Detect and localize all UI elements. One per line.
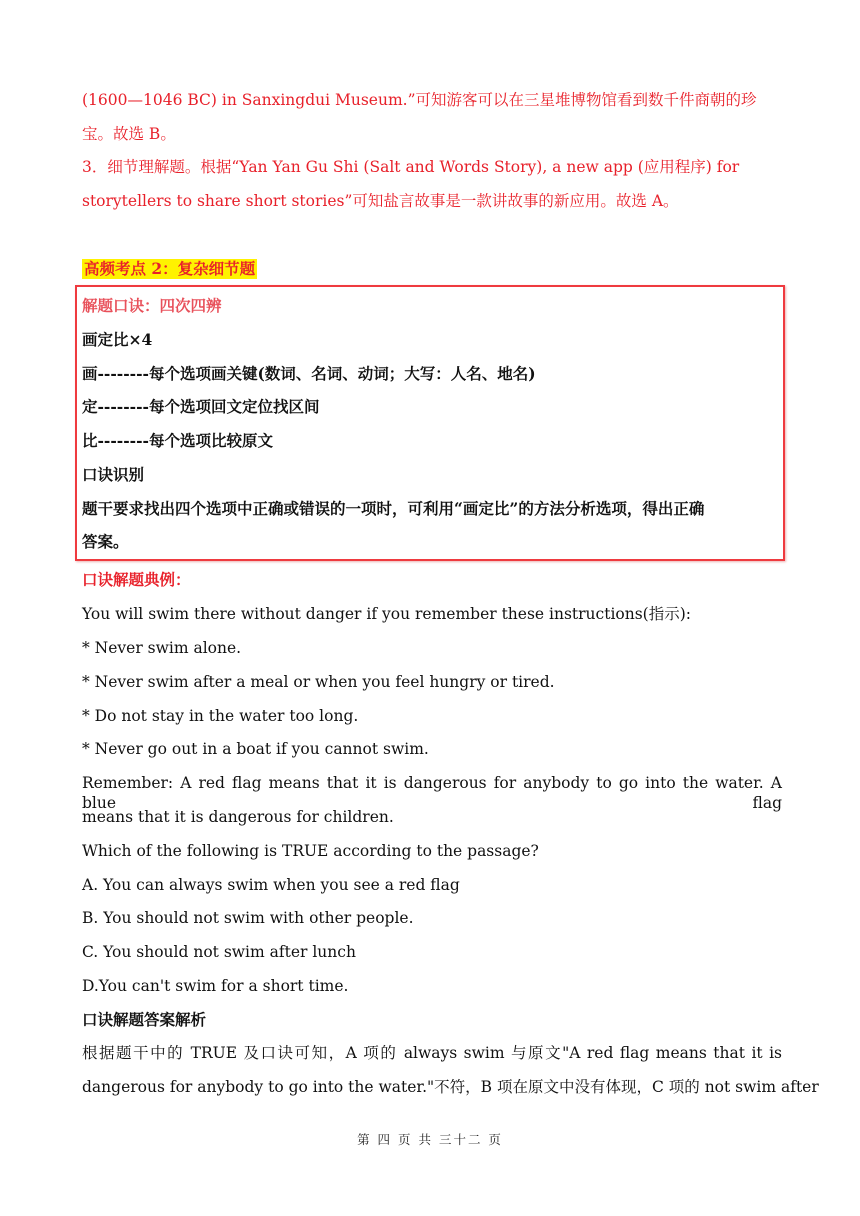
tip-step: 定--------每个选项回文定位找区间: [82, 397, 320, 416]
analysis-title: 口诀解题答案解析: [82, 1010, 207, 1029]
answer-line: storytellers to share short stories”可知盐言故事是一款讲故事的新应用。故选 A。: [82, 192, 679, 210]
answer-line: 宝。故选 B。: [82, 125, 176, 143]
identify-text: 答案。: [82, 532, 129, 551]
tip-step: 比--------每个选项比较原文: [82, 431, 273, 450]
passage-line: You will swim there without danger if you remember these instructions(指示):: [82, 605, 691, 623]
passage-line: * Never go out in a boat if you cannot swim.: [82, 740, 429, 758]
tip-box: [75, 285, 785, 561]
tip-formula: 画定比×4: [82, 330, 153, 349]
answer-line: (1600—1046 BC) in Sanxingdui Museum.”可知游客可以在三星堆博物馆看到数千件商朝的珍: [82, 91, 757, 109]
page-footer: 第 四 页 共 三十二 页: [357, 1132, 503, 1147]
option-b: B. You should not swim with other people.: [82, 909, 414, 927]
option-d: D.You can't swim for a short time.: [82, 977, 349, 995]
answer-line: 3．细节理解题。根据“Yan Yan Gu Shi (Salt and Words Story), a new app (应用程序) for: [82, 158, 740, 176]
passage-line: * Do not stay in the water too long.: [82, 707, 359, 725]
tip-title: 解题口诀：四次四辨: [82, 296, 222, 315]
passage-line: * Never swim alone.: [82, 639, 242, 657]
identify-title: 口诀识别: [82, 465, 145, 484]
section-heading: [82, 259, 782, 279]
option-c: C. You should not swim after lunch: [82, 943, 356, 961]
option-a: A. You can always swim when you see a red flag: [82, 876, 460, 894]
passage-line: means that it is dangerous for children.: [82, 808, 394, 826]
analysis-text: dangerous for anybody to go into the water."不符，B 项在原文中没有体现，C 项的 not swim after: [82, 1078, 819, 1096]
question: Which of the following is TRUE according to the passage?: [82, 842, 539, 860]
passage-line: Remember: A red flag means that it is dangerous for anybody to go into the water. A blue flag: [82, 774, 782, 812]
analysis-text: 根据题干中的 TRUE 及口诀可知，A 项的 always swim 与原文"A red flag means that it is: [82, 1044, 782, 1062]
identify-text: 题干要求找出四个选项中正确或错误的一项时，可利用“画定比”的方法分析选项，得出正确: [82, 499, 705, 518]
passage-line: * Never swim after a meal or when you feel hungry or tired.: [82, 673, 555, 691]
example-title: 口诀解题典例：: [82, 570, 191, 589]
tip-step: 画--------每个选项画关键(数词、名词、动词；大写：人名、地名): [82, 364, 536, 383]
highlighted-heading: 高频考点 2：复杂细节题: [84, 259, 256, 278]
